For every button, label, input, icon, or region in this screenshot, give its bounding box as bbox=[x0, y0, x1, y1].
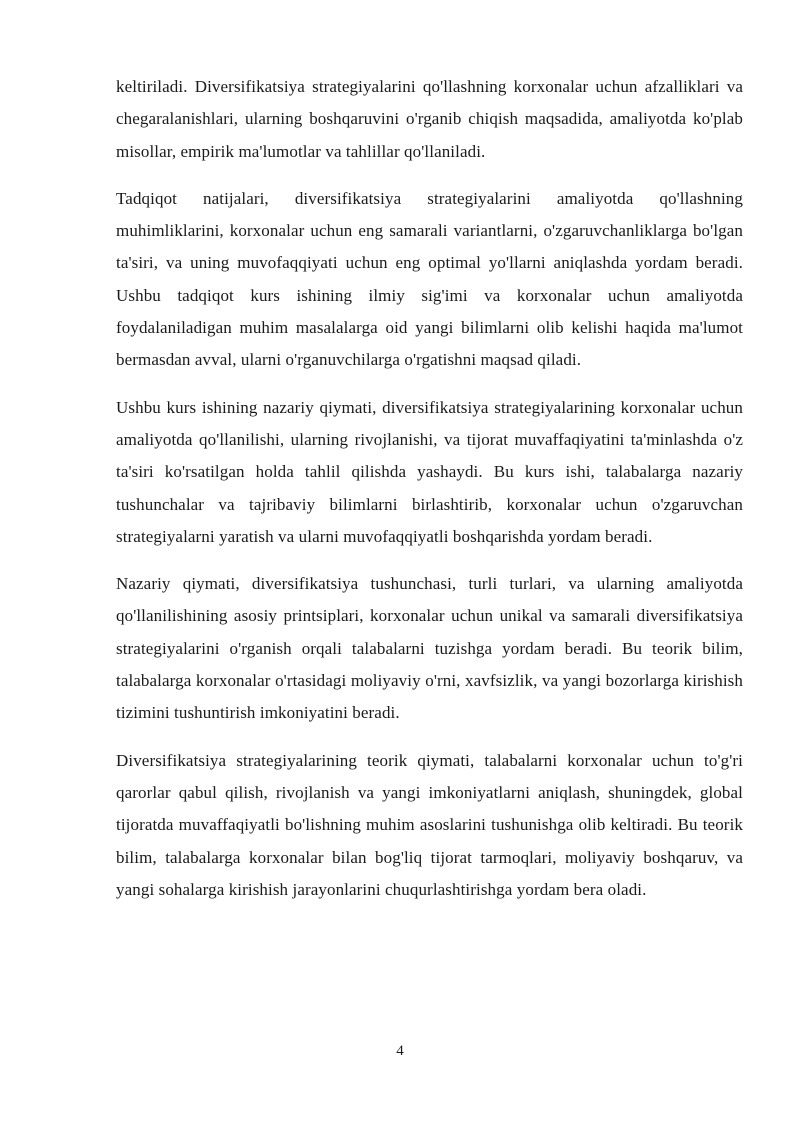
document-page-body bbox=[116, 71, 743, 921]
paragraph: Nazariy qiymati, diversifikatsiya tushunchasi, turli turlari, va ularning amaliyotda qo'llanilishining asosiy printsiplari, korxonalar uchun unikal va samarali diversifikatsiya strategiyalarini o'rganish orqali talabalarni tuzishga yordam beradi. Bu teorik bilim, talabalarga korxonalar o'rtasidagi moliyaviy o'rni, xavfsizlik, va yangi bozorlarga kirishish tizimini tushuntirish imkoniyatini beradi. bbox=[116, 574, 743, 723]
paragraph: Ushbu kurs ishining nazariy qiymati, diversifikatsiya strategiyalarining korxonalar uchun amaliyotda qo'llanilishi, ularning rivojlanishi, va tijorat muvaffaqiyatini ta'minlashda o'z ta'siri ko'rsatilgan holda tahlil qilishda yashaydi. Bu kurs ishi, talabalarga nazariy tushunchalar va tajribaviy bilimlarni birlashtirib, korxonalar uchun o'zgaruvchan strategiyalarni yaratish va ularni muvofaqqiyatli boshqarishda yordam beradi. bbox=[116, 397, 743, 546]
paragraph: Tadqiqot natijalari, diversifikatsiya strategiyalarini amaliyotda qo'llashning muhimliklarini, korxonalar uchun eng samarali variantlarni, o'zgaruvchanliklarga bo'lgan ta'siri, va uning muvofaqqiyati uchun eng optimal yo'llarni aniqlashda yordam beradi. Ushbu tadqiqot kurs ishining ilmiy sig'imi va korxonalar uchun amaliyotda foydalaniladigan muhim masalalarga oid yangi bilimlarni olib kelishi haqida ma'lumot bermasdan avval, ularni o'rganuvchilarga o'rgatishni maqsad qiladi. bbox=[116, 188, 743, 370]
paragraph: keltiriladi. Diversifikatsiya strategiyalarini qo'llashning korxonalar uchun afzalliklari va chegaralanishlari, ularning boshqaruvini o'rganib chiqish maqsadida, amaliyotda ko'plab misollar, empirik ma'lumotlar va tahlillar qo'llaniladi. bbox=[116, 77, 743, 161]
page-number: 4 bbox=[396, 1043, 404, 1059]
paragraph: Diversifikatsiya strategiyalarining teorik qiymati, talabalarni korxonalar uchun to'g'ri qarorlar qabul qilish, rivojlanish va yangi imkoniyatlarni aniqlash, shuningdek, global tijoratda muvaffaqiyatli bo'lishning muhim asoslarini tushunishga olib keltiradi. Bu teorik bilim, talabalarga korxonalar bilan bog'liq tijorat tarmoqlari, moliyaviy boshqaruv, va yangi sohalarga kirishish jarayonlarini chuqurlashtirishga yordam bera oladi. bbox=[116, 750, 743, 899]
